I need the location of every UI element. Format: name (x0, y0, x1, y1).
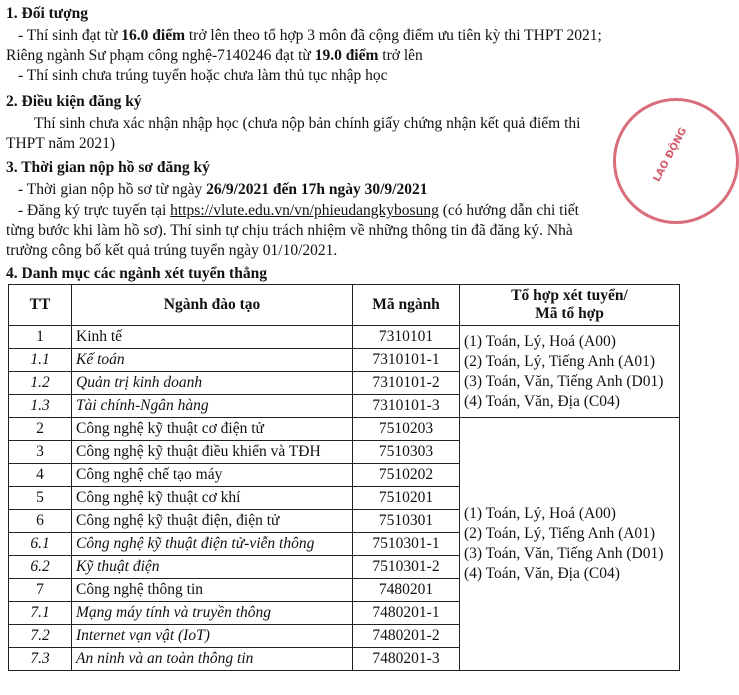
cell-major: Công nghệ kỹ thuật cơ khí (72, 487, 353, 510)
cell-major: Kỹ thuật điện (72, 556, 353, 579)
cell-code: 7510203 (353, 418, 460, 441)
cell-major: Công nghệ kỹ thuật điều khiển và TĐH (72, 441, 353, 464)
cell-tt: 1.2 (9, 372, 72, 395)
cell-major: Internet vạn vật (IoT) (72, 625, 353, 648)
header-tt: TT (9, 285, 72, 326)
cell-tt: 5 (9, 487, 72, 510)
combination-item: (2) Toán, Lý, Tiếng Anh (A01) (464, 525, 656, 542)
header-combination-line-1: Tổ hợp xét tuyển/ (511, 287, 628, 304)
table-body (9, 326, 680, 671)
header-combination-line-2: Mã tổ hợp (535, 305, 604, 322)
text-run: trở lên (378, 47, 423, 64)
cell-code: 7310101-1 (353, 349, 460, 372)
cell-tt: 1.3 (9, 395, 72, 418)
cell-major: Kinh tế (72, 326, 353, 349)
section-3-line-4: trường công bố kết quả trúng tuyển ngày 01/10/2021. (6, 242, 338, 259)
cell-tt: 7.3 (9, 648, 72, 671)
cell-major: Tài chính-Ngân hàng (72, 395, 353, 418)
stamp-lettering: LAO ĐỘNG (652, 126, 690, 184)
majors-table (8, 284, 680, 671)
cell-tt: 6 (9, 510, 72, 533)
cell-tt: 1 (9, 326, 72, 349)
section-3-line-1 (18, 180, 427, 200)
score-16: 16.0 điểm (121, 27, 185, 44)
cell-combinations (460, 418, 680, 671)
combination-item: (3) Toán, Văn, Tiếng Anh (D01) (464, 372, 664, 390)
cell-tt: 3 (9, 441, 72, 464)
section-1-line-1 (18, 26, 602, 46)
section-2-title: 2. Điều kiện đăng ký (6, 93, 142, 110)
cell-code: 7310101-3 (353, 395, 460, 418)
cell-tt: 6.1 (9, 533, 72, 556)
text-run: - Thí sinh đạt từ (18, 27, 122, 44)
cell-code: 7310101-2 (353, 372, 460, 395)
cell-tt: 6.2 (9, 556, 72, 579)
cell-combinations (460, 326, 680, 418)
cell-tt: 4 (9, 464, 72, 487)
section-2-line-1: Thí sinh chưa xác nhận nhập học (chưa nộp bản chính giấy chứng nhận kết quả điểm thi (34, 115, 581, 132)
header-combination (460, 285, 680, 326)
cell-tt: 2 (9, 418, 72, 441)
cell-major: Công nghệ kỹ thuật điện tử-viễn thông (72, 533, 353, 556)
cell-code: 7480201 (353, 579, 460, 602)
cell-major: Công nghệ chế tạo máy (72, 464, 353, 487)
red-stamp-seal (613, 98, 739, 224)
text-run: Riêng ngành Sư phạm công nghệ-7140246 đạt từ (6, 47, 315, 64)
cell-tt: 1.1 (9, 349, 72, 372)
combination-item: (3) Toán, Văn, Tiếng Anh (D01) (464, 545, 664, 562)
section-1-line-3: - Thí sinh chưa trúng tuyển hoặc chưa làm thủ tục nhập học (18, 67, 388, 84)
cell-major: An ninh và an toàn thông tin (72, 648, 353, 671)
section-2-line-2: THPT năm 2021) (6, 135, 116, 152)
cell-code: 7510301-2 (353, 556, 460, 579)
cell-tt: 7.1 (9, 602, 72, 625)
registration-link[interactable]: https://vlute.edu.vn/vn/phieudangkybosung (170, 202, 439, 219)
section-1-title: 1. Đối tượng (6, 5, 89, 22)
combination-item: (1) Toán, Lý, Hoá (A00) (464, 505, 616, 522)
cell-tt: 7.2 (9, 625, 72, 648)
cell-major: Quản trị kinh doanh (72, 372, 353, 395)
combination-item: (1) Toán, Lý, Hoá (A00) (464, 332, 616, 350)
cell-code: 7510303 (353, 441, 460, 464)
section-3-title: 3. Thời gian nộp hồ sơ đăng ký (6, 159, 210, 176)
cell-code: 7510202 (353, 464, 460, 487)
table-row (9, 418, 680, 441)
section-3-line-3: từng bước khi làm hồ sơ). Thí sinh tự chịu trách nhiệm về những thông tin đã đăng ký. Nhà (6, 222, 573, 239)
cell-tt: 7 (9, 579, 72, 602)
cell-code: 7510201 (353, 487, 460, 510)
score-19: 19.0 điểm (314, 47, 379, 64)
cell-code: 7510301 (353, 510, 460, 533)
cell-code: 7310101 (353, 326, 460, 349)
cell-code: 7510301-1 (353, 533, 460, 556)
text-run: (có hướng dẫn chi tiết (438, 202, 579, 219)
section-3-line-2 (18, 201, 579, 221)
combination-item: (2) Toán, Lý, Tiếng Anh (A01) (464, 352, 656, 370)
combination-item: (4) Toán, Văn, Địa (C04) (464, 392, 620, 410)
cell-code: 7480201-1 (353, 602, 460, 625)
cell-major: Mạng máy tính và truyền thông (72, 602, 353, 625)
deadline: 26/9/2021 đến 17h ngày 30/9/2021 (206, 181, 428, 198)
cell-code: 7480201-3 (353, 648, 460, 671)
header-major: Ngành đào tạo (72, 285, 353, 326)
section-1-line-2 (6, 46, 423, 66)
cell-major: Công nghệ thông tin (72, 579, 353, 602)
cell-major: Công nghệ kỹ thuật điện, điện tử (72, 510, 353, 533)
text-run: - Đăng ký trực tuyến tại (18, 202, 171, 219)
header-code: Mã ngành (353, 285, 460, 326)
cell-major: Công nghệ kỹ thuật cơ điện tử (72, 418, 353, 441)
cell-major: Kế toán (72, 349, 353, 372)
text-run: - Thời gian nộp hồ sơ từ ngày (18, 181, 207, 198)
table-row (9, 326, 680, 349)
cell-code: 7480201-2 (353, 625, 460, 648)
section-4-title: 4. Danh mục các ngành xét tuyển thẳng (6, 265, 267, 282)
combination-item: (4) Toán, Văn, Địa (C04) (464, 565, 620, 582)
text-run: trở lên theo tổ hợp 3 môn đã cộng điểm ưu tiên kỳ thi THPT 2021; (184, 27, 602, 44)
